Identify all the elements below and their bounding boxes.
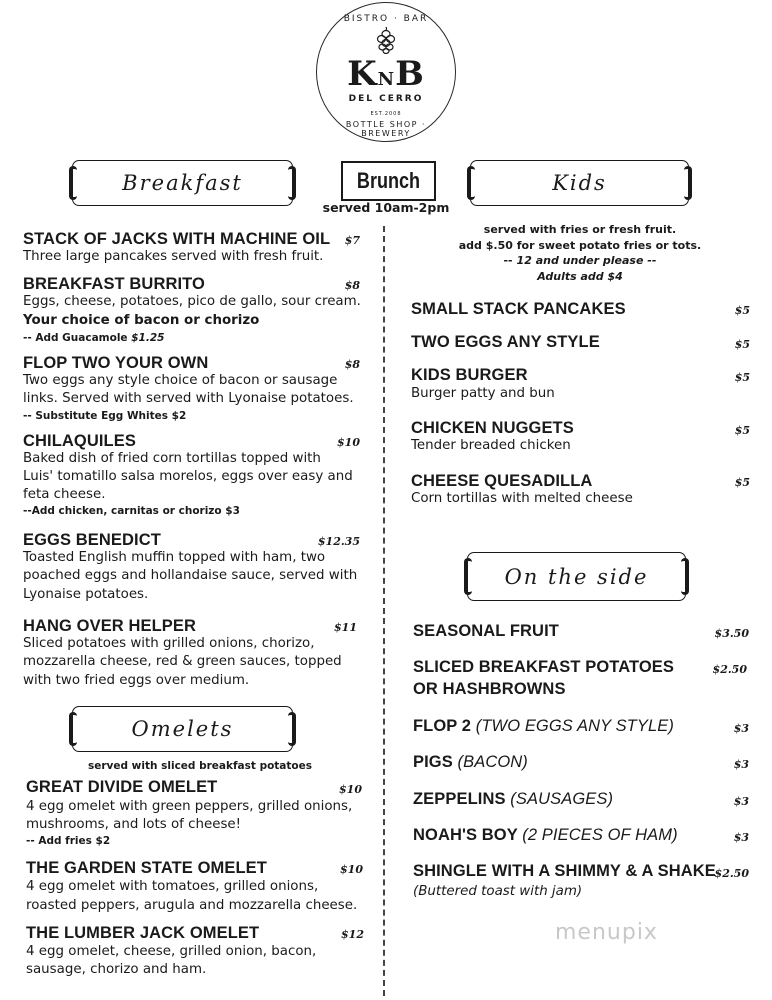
menu-item-desc: 4 egg omelet with tomatoes, grilled onions, (26, 879, 319, 894)
menu-item-desc: Burger patty and bun (411, 386, 555, 401)
menu-item-desc: Eggs, cheese, potatoes, pico de gallo, sour cream. (23, 294, 361, 309)
menu-item-title: CHEESE QUESADILLA (411, 472, 593, 490)
menu-item-desc: Luis' tomatillo salsa morelos, eggs over easy and (23, 469, 353, 484)
menu-item-desc: Toasted English muffin topped with ham, two (23, 550, 326, 565)
menu-item-title: THE LUMBER JACK OMELET (26, 924, 260, 942)
menu-item-addon: -- Substitute Egg Whites $2 (23, 410, 187, 422)
menu-item-desc: Baked dish of fried corn tortillas topped with (23, 451, 321, 466)
menu-item-desc: 4 egg omelet with green peppers, grilled onions, (26, 799, 353, 814)
omelets-header (72, 706, 293, 752)
menu-item-price: $7 (344, 234, 360, 247)
menu-item-desc: mushrooms, and lots of cheese! (26, 817, 242, 832)
logo-top-arc-text: BISTRO · BAR (343, 14, 429, 24)
menu-item-title: EGGS BENEDICT (23, 531, 161, 549)
side-item-title: SHINGLE WITH A SHIMMY & A SHAKE (413, 862, 716, 880)
side-item-price: $3 (733, 831, 749, 844)
menu-item-price: $12 (341, 928, 364, 941)
menu-item-price: $8 (344, 279, 360, 292)
menu-item-title: BREAKFAST BURRITO (23, 275, 205, 293)
menu-item-price: $5 (734, 338, 750, 351)
side-item-title: SLICED BREAKFAST POTATOES (413, 658, 675, 676)
menu-item-desc: sausage, chorizo and ham. (26, 962, 207, 977)
breakfast-header (72, 160, 293, 206)
menu-item-desc: Two eggs any style choice of bacon or sausage (23, 373, 338, 388)
menu-item-price: $5 (734, 424, 750, 437)
menu-item-price: $10 (340, 863, 363, 876)
brunch-hours: served 10am-2pm (322, 200, 450, 215)
side-item-price: $3 (733, 758, 749, 771)
menu-item-desc: with two fried eggs over medium. (23, 673, 250, 688)
brunch-header (341, 161, 436, 201)
menu-item-desc: poached eggs and hollandaise sauce, served with (23, 568, 358, 583)
on-the-side-header (467, 552, 686, 601)
menu-item-title: TWO EGGS ANY STYLE (411, 333, 600, 351)
logo-established: EST.2008 (370, 111, 402, 117)
side-item-title: ZEPPELINS (SAUSAGES) (413, 790, 614, 808)
menu-item-desc: Three large pancakes served with fresh fruit. (23, 249, 324, 264)
menu-item-desc: Corn tortillas with melted cheese (411, 491, 633, 506)
menu-item-title: SMALL STACK PANCAKES (411, 300, 626, 318)
menu-item-desc: feta cheese. (23, 487, 106, 502)
menu-item-price: $10 (339, 783, 362, 796)
side-item-desc: (Buttered toast with jam) (413, 884, 583, 899)
menu-item-title: CHICKEN NUGGETS (411, 419, 574, 437)
logo-bottom-arc-text: BOTTLE SHOP · BREWERY (345, 120, 427, 138)
menu-item-price: $5 (734, 476, 750, 489)
kids-note: served with fries or fresh fruit. add $.50 for sweet potato fries or tots. -- 12 and under please -- Adults add $4 (458, 223, 702, 283)
logo-wordmark: KNB (347, 54, 425, 94)
menu-item-title: CHILAQUILES (23, 432, 136, 450)
menu-item-price: $11 (334, 621, 357, 634)
omelets-header-label: Omelets (131, 717, 234, 741)
menu-item-desc: mozzarella cheese, red & green sauces, topped (23, 654, 342, 669)
logo-subtitle: DEL CERRO (348, 94, 424, 104)
side-item-title-line2: OR HASHBROWNS (413, 680, 566, 698)
brunch-header-label: Brunch (356, 168, 421, 193)
menu-item-price: $10 (337, 436, 360, 449)
menu-item-desc: Sliced potatoes with grilled onions, chorizo, (23, 636, 315, 651)
menu-item-title: GREAT DIVIDE OMELET (26, 778, 218, 796)
menu-item-title: HANG OVER HELPER (23, 617, 197, 635)
watermark: menupix (555, 920, 658, 945)
menu-item-title: THE GARDEN STATE OMELET (26, 859, 267, 877)
side-item-price: $3 (733, 795, 749, 808)
menu-item-addon: --Add chicken, carnitas or chorizo $3 (23, 505, 240, 517)
menu-item-desc: Lyonaise potatoes. (23, 587, 149, 602)
menu-item-desc: links. Served with served with Lyonaise potatoes. (23, 391, 354, 406)
on-the-side-header-label: On the side (504, 564, 649, 589)
breakfast-header-label: Breakfast (122, 171, 243, 195)
side-item-title: FLOP 2 (TWO EGGS ANY STYLE) (413, 717, 674, 735)
side-item-title: PIGS (BACON) (413, 753, 528, 771)
menu-item-desc: 4 egg omelet, cheese, grilled onion, bacon, (26, 944, 317, 959)
menu-item-title: FLOP TWO YOUR OWN (23, 354, 209, 372)
menu-item-desc: roasted peppers, arugula and mozzarella cheese. (26, 898, 358, 913)
side-item-price: $2.50 (714, 867, 749, 880)
menu-item-addon: -- Add Guacamole $1.25 (23, 332, 165, 344)
menu-item-price: $12.35 (317, 535, 360, 548)
menu-item-desc: Tender breaded chicken (411, 438, 571, 453)
menu-item-price: $5 (734, 371, 750, 384)
side-item-price: $3 (733, 722, 749, 735)
kids-header (470, 160, 689, 206)
side-item-price: $3.50 (714, 627, 749, 640)
omelets-note: served with sliced breakfast potatoes (88, 760, 313, 772)
menu-item-title: STACK OF JACKS WITH MACHINE OIL (23, 230, 331, 248)
menu-item-title: KIDS BURGER (411, 366, 528, 384)
menu-item-price: $8 (344, 358, 360, 371)
side-item-title: NOAH'S BOY (2 PIECES OF HAM) (413, 826, 678, 844)
menu-item-addon: -- Add fries $2 (26, 835, 111, 847)
hop-icon (373, 26, 399, 54)
side-item-title: SEASONAL FRUIT (413, 622, 559, 640)
side-item-price: $2.50 (712, 663, 747, 676)
menu-item-choice: Your choice of bacon or chorizo (23, 313, 260, 328)
menu-item-price: $5 (734, 304, 750, 317)
column-divider (383, 226, 385, 996)
kids-header-label: Kids (552, 171, 607, 195)
